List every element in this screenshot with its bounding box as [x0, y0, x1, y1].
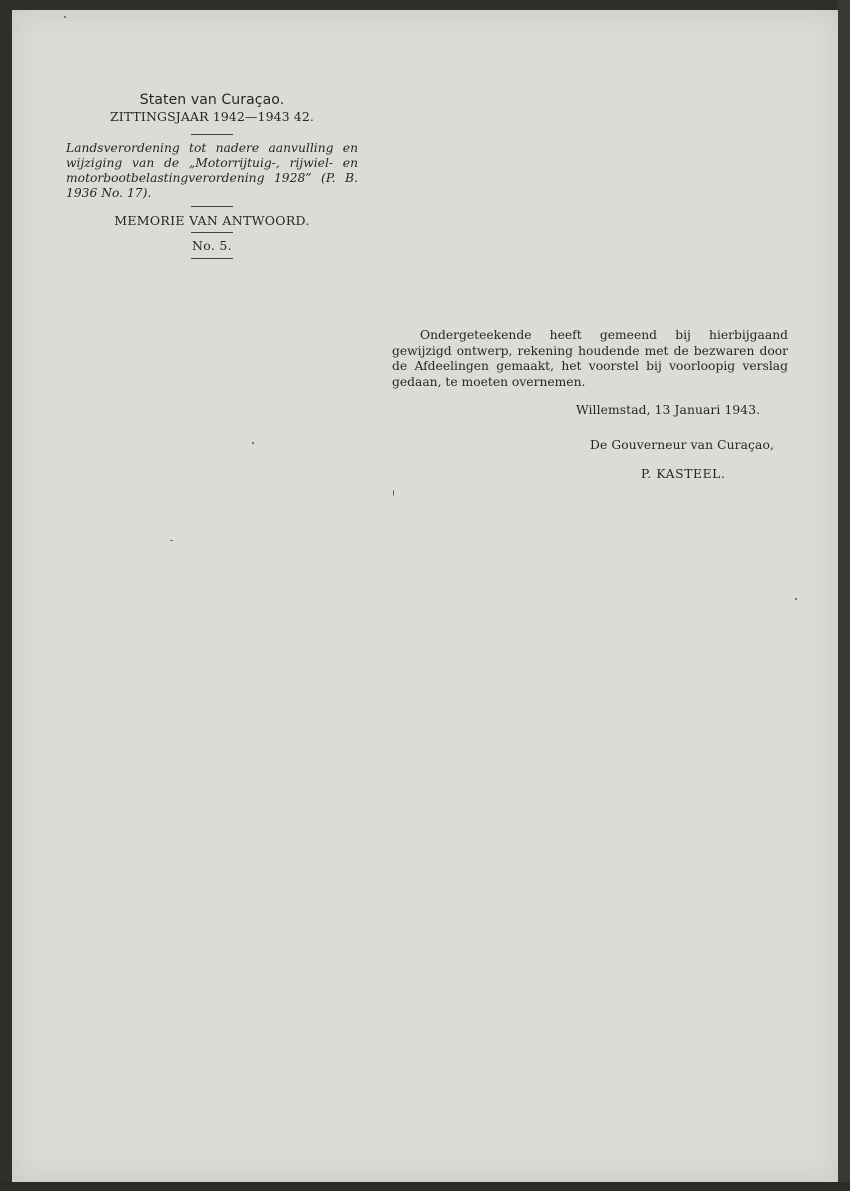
- document-number: No. 5.: [192, 238, 232, 253]
- paper-speck: [64, 16, 66, 18]
- scan-border-bottom: [0, 1182, 850, 1191]
- paper-speck: [170, 540, 173, 541]
- scan-border-right: [838, 0, 850, 1191]
- document-header: [62, 92, 362, 259]
- divider: [191, 232, 233, 233]
- divider: [191, 258, 233, 259]
- place-date: Willemstad, 13 Januari 1943.: [576, 403, 761, 417]
- signer-name: P. KASTEEL.: [641, 467, 726, 481]
- divider: [191, 206, 233, 207]
- document-type: MEMORIE VAN ANTWOORD.: [114, 213, 310, 228]
- paper-speck: [393, 490, 394, 496]
- paper-speck: [252, 442, 254, 444]
- paper-speck: [795, 598, 797, 600]
- session-year: ZITTINGSJAAR 1942—1943 42.: [110, 109, 314, 124]
- body-paragraph: Ondergeteekende heeft gemeend bij hierbijgaand gewijzigd ontwerp, rekening houdende met de bezwaren door de Afdeelingen gemaakt, het voorstel bij voorloopig verslag gedaan, te moeten overnemen.: [392, 328, 788, 389]
- organization-title: Staten van Curaçao.: [139, 92, 285, 108]
- signer-title: De Gouverneur van Curaçao,: [590, 438, 774, 452]
- subject-line: Landsverordening tot nadere aanvulling en wijziging van de „Motorrijtuig-, rijwiel- en motorbootbelastingverordening 1928” (P. B. 1936 No. 17).: [66, 141, 358, 200]
- divider: [191, 134, 233, 135]
